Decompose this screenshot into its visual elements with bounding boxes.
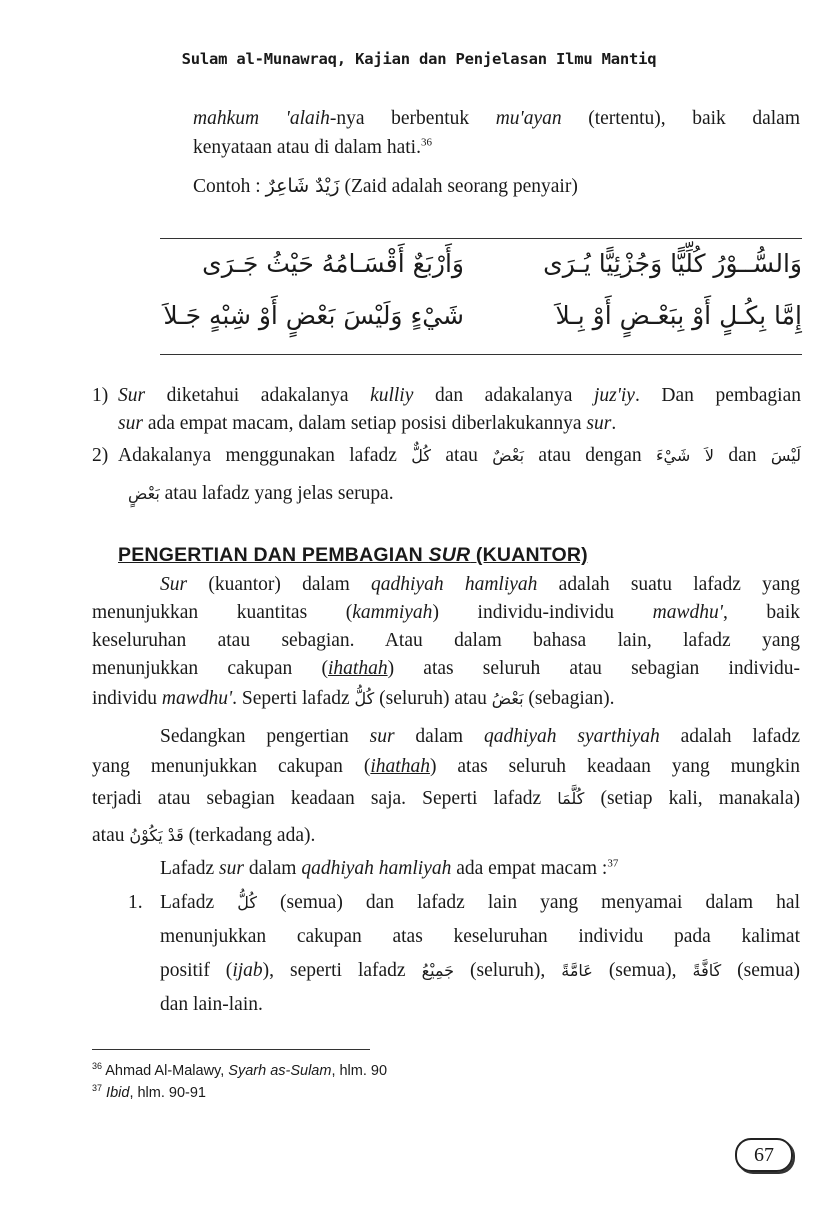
term: sur: [586, 413, 612, 434]
text: (semua): [721, 960, 800, 981]
list-item-1-number: 1.: [128, 892, 143, 913]
footnote-number: 36: [92, 1061, 103, 1072]
term: kulliy: [370, 385, 414, 406]
para2-line-1: [160, 723, 800, 751]
arabic-example: زَيْدٌ شَاعِرٌ: [265, 175, 340, 197]
page-number-badge: 67: [735, 1138, 793, 1172]
text: (seluruh) atau: [374, 688, 492, 709]
text: Lafadz: [160, 892, 238, 913]
text: ada empat macam, dalam setiap posisi diberlakukannya: [142, 413, 587, 434]
footnote-text: Ahmad Al-Malawy,: [105, 1063, 229, 1079]
arabic-word: لاَ شَيْءَ: [655, 446, 714, 465]
intro-line-1: [193, 105, 800, 133]
list-item-1-line-1: [160, 889, 800, 917]
text: menunjukkan kuantitas (: [92, 602, 353, 623]
arabic-word: جَمِيْعُ: [421, 961, 455, 980]
heading-text: (KUANTOR): [470, 544, 588, 566]
text: kenyataan atau di dalam hati.: [193, 137, 421, 158]
para2-line-3: [92, 785, 800, 813]
text: atau: [431, 445, 493, 466]
text: .: [611, 413, 617, 434]
example-label: Contoh :: [193, 176, 266, 197]
note-2-line-1: [118, 442, 801, 470]
arabic-word: قَدْ يَكُوْنُ: [129, 826, 184, 845]
term: ihathah: [328, 658, 388, 679]
text: terjadi atau sebagian keadaan saja. Seperti lafadz: [92, 788, 558, 809]
text: ada empat macam :: [451, 858, 608, 879]
note-1-line-2: [118, 410, 616, 438]
para3-line: [160, 855, 618, 883]
poem-right-hemistich-2: إِمَّا بِكُـلٍ أَوْ بِبَعْـضٍ أَوْ بِـلاَ: [555, 301, 802, 330]
text: atau dengan: [524, 445, 656, 466]
footnote-text: , hlm. 90: [331, 1063, 388, 1079]
footnote-ref: 37: [607, 857, 619, 870]
arabic-word: كُلُّ: [354, 689, 375, 708]
poem-left-hemistich-1: وَأَرْبَعٌ أَقْسَـامُهُ حَيْثُ جَـرَى: [202, 249, 464, 278]
para2-line-2: [92, 753, 800, 781]
text: dan lain-lain.: [160, 994, 263, 1015]
para1-line-5: [92, 685, 615, 713]
arabic-word: كَافَّةً: [692, 961, 722, 980]
footnote-number: 37: [92, 1083, 103, 1094]
arabic-word: لَيْسَ: [770, 446, 801, 465]
arabic-word: كُلٌّ: [411, 446, 432, 465]
heading-term: SUR: [428, 544, 471, 566]
section-heading: [118, 544, 588, 567]
text: atau: [92, 825, 130, 846]
list-item-1-line-3: [160, 957, 800, 985]
text: . Dan pembagian: [634, 385, 801, 406]
footnote-37: [92, 1085, 206, 1101]
para1-line-4: [92, 655, 800, 683]
text: menunjukkan cakupan atas keseluruhan individu pada kalimat: [160, 926, 800, 947]
para2-line-4: [92, 822, 315, 850]
running-header: Sulam al-Munawraq, Kajian dan Penjelasan Ilmu Mantiq: [181, 50, 657, 68]
text: (terkadang ada).: [183, 825, 316, 846]
list-item-1-line-2: [160, 923, 800, 951]
example-translation: (Zaid adalah seorang penyair): [339, 176, 578, 197]
term: juz'iy: [593, 385, 635, 406]
poem-verse-box: [160, 238, 802, 355]
note-1-line-1: [118, 382, 801, 410]
arabic-word: بَعْضُ: [491, 689, 524, 708]
intro-line-2: [193, 134, 432, 162]
term: sur: [219, 858, 244, 879]
footnote-36: [92, 1063, 387, 1079]
note-1-number: 1): [92, 385, 109, 406]
text: dalam: [394, 726, 484, 747]
heading-text: PENGERTIAN DAN PEMBAGIAN: [118, 544, 429, 566]
arabic-word: بَعْضٌ: [492, 446, 525, 465]
text: ) atas seluruh keadaan yang mungkin: [429, 756, 801, 777]
text: (seluruh),: [454, 960, 562, 981]
term: ijab: [232, 960, 263, 981]
note-2-number: 2): [92, 445, 109, 466]
term: qadhiyah hamliyah: [301, 858, 452, 879]
text: (semua) dan lafadz lain yang menyamai dalam hal: [256, 892, 800, 913]
term: kammiyah: [352, 602, 433, 623]
text: dan: [713, 445, 771, 466]
term: mu'ayan: [495, 108, 562, 129]
arabic-word: عَامَّةً: [561, 961, 593, 980]
text: (semua),: [592, 960, 693, 981]
term: sur: [369, 726, 395, 747]
term: mahkum 'alaih: [193, 108, 330, 129]
text: dan adakalanya: [413, 385, 594, 406]
text: dalam: [243, 858, 302, 879]
term: ihathah: [370, 756, 430, 777]
text: yang menunjukkan cakupan (: [92, 756, 371, 777]
term: sur: [118, 413, 143, 434]
arabic-word: كُلَّمَا: [557, 789, 585, 808]
text: positif (: [160, 960, 233, 981]
poem-left-hemistich-2: شَيْءٍ وَلَيْسَ بَعْضٍ أَوْ شِبْهٍ جَـلاَ: [163, 301, 464, 330]
text: individu: [92, 688, 162, 709]
para1-line-1: [160, 571, 800, 599]
text: atau lafadz yang jelas serupa.: [159, 483, 394, 504]
para1-line-2: [92, 599, 800, 627]
text: Adakalanya menggunakan lafadz: [118, 445, 412, 466]
text: keseluruhan atau sebagian. Atau dalam bahasa lain, lafadz yang: [92, 630, 800, 651]
footnote-divider: [92, 1049, 370, 1050]
arabic-word: بَعْضٍ: [128, 484, 160, 503]
term: mawdhu': [161, 688, 233, 709]
list-item-1-line-4: [160, 991, 263, 1019]
term: Sur: [160, 574, 188, 595]
para1-line-3: [92, 627, 800, 655]
text: ) atas seluruh atau sebagian individu-: [387, 658, 800, 679]
term: mawdhu': [652, 602, 723, 623]
text: diketahui adakalanya: [145, 385, 371, 406]
poem-right-hemistich-1: وَالسُّــوْرُ كُلِّيًّا وَجُزْئِيًّا يُـرَى: [543, 249, 802, 278]
text: , baik: [722, 602, 801, 623]
footnote-text: , hlm. 90-91: [129, 1085, 207, 1101]
text: Lafadz: [160, 858, 219, 879]
footnote-title: Syarh as-Sulam: [228, 1063, 332, 1079]
text: . Seperti lafadz: [232, 688, 355, 709]
text: (sebagian).: [523, 688, 615, 709]
term: qadhiyah hamliyah: [371, 574, 538, 595]
arabic-word: كُلُّ: [237, 893, 257, 912]
note-2-line-2: [128, 480, 394, 508]
footnote-title: Ibid: [106, 1085, 130, 1101]
term: qadhiyah syarthiyah: [483, 726, 660, 747]
text: -nya berbentuk: [329, 108, 496, 129]
text: (kuantor) dalam: [187, 574, 372, 595]
text: adalah lafadz: [659, 726, 800, 747]
text: ), seperti lafadz: [262, 960, 422, 981]
text: adalah suatu lafadz yang: [537, 574, 800, 595]
text: ) individu-individu: [432, 602, 653, 623]
term: Sur: [118, 385, 146, 406]
text: Sedangkan pengertian: [160, 726, 370, 747]
example-line: [193, 172, 578, 201]
text: menunjukkan cakupan (: [92, 658, 328, 679]
text: (setiap kali, manakala): [584, 788, 801, 809]
text: (tertentu), baik dalam: [561, 108, 801, 129]
footnote-ref: 36: [420, 136, 432, 149]
